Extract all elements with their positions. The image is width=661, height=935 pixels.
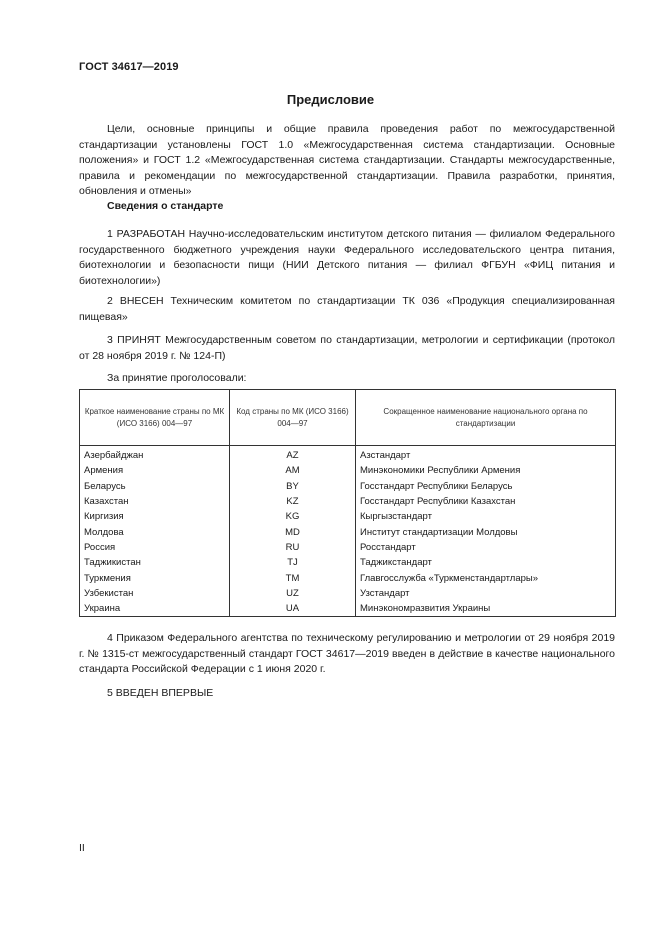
country-name: Казахстан xyxy=(80,494,230,509)
country-code: KG xyxy=(230,509,356,524)
standards-body: Кыргызстандарт xyxy=(356,509,616,524)
country-name: Молдова xyxy=(80,524,230,539)
table-header-row xyxy=(80,390,616,446)
country-code: UA xyxy=(230,601,356,617)
table-row xyxy=(80,570,616,585)
header-country-code: Код страны по МК (ИСО 3166) 004—97 xyxy=(230,390,356,446)
standards-body: Узстандарт xyxy=(356,586,616,601)
table-row xyxy=(80,555,616,570)
country-code: AM xyxy=(230,463,356,478)
item-adopted: 3 ПРИНЯТ Межгосударственным советом по стандартизации, метрологии и сертификации (протокол от 28 ноября 2019 г. № 124-П) xyxy=(79,334,615,362)
standards-body: Минэкономики Республики Армения xyxy=(356,463,616,478)
table-row xyxy=(80,463,616,478)
standards-body: Институт стандартизации Молдовы xyxy=(356,524,616,539)
table-row xyxy=(80,540,616,555)
section-title: Сведения о стандарте xyxy=(107,200,224,212)
table-row xyxy=(80,446,616,464)
standards-body: Госстандарт Республики Казахстан xyxy=(356,494,616,509)
item-enacted: 4 Приказом Федерального агентства по техническому регулированию и метрологии от 29 ноября 2019 г. № 1315-ст межгосударственный стандарт ГОСТ 34617—2019 введен в действие в качестве национального стандарта Российской Федерации с 1 июня 2020 г. xyxy=(79,632,615,676)
country-name: Беларусь xyxy=(80,479,230,494)
standards-body: Таджикстандарт xyxy=(356,555,616,570)
table-row xyxy=(80,524,616,539)
standards-body: Госстандарт Республики Беларусь xyxy=(356,479,616,494)
country-name: Азербайджан xyxy=(80,446,230,464)
country-name: Киргизия xyxy=(80,509,230,524)
table-row xyxy=(80,479,616,494)
page-title: Предисловие xyxy=(286,92,375,107)
country-code: AZ xyxy=(230,446,356,464)
item-introduced-first: 5 ВВЕДЕН ВПЕРВЫЕ xyxy=(107,687,214,699)
country-name: Россия xyxy=(80,540,230,555)
country-code: KZ xyxy=(230,494,356,509)
country-code: UZ xyxy=(230,586,356,601)
country-code: MD xyxy=(230,524,356,539)
country-code: BY xyxy=(230,479,356,494)
country-name: Армения xyxy=(80,463,230,478)
table-row xyxy=(80,494,616,509)
country-code: TJ xyxy=(230,555,356,570)
country-name: Украина xyxy=(80,601,230,617)
header-country-name: Краткое наименование страны по МК (ИСО 3166) 004—97 xyxy=(80,390,230,446)
standards-body: Минэкономразвития Украины xyxy=(356,601,616,617)
voting-table xyxy=(79,389,616,617)
standards-body: Главгосслужба «Туркменстандартлары» xyxy=(356,570,616,585)
standards-body: Азстандарт xyxy=(356,446,616,464)
document-code: ГОСТ 34617—2019 xyxy=(79,61,179,73)
country-name: Узбекистан xyxy=(80,586,230,601)
page-number: II xyxy=(79,842,85,854)
country-name: Таджикистан xyxy=(80,555,230,570)
table-row xyxy=(80,586,616,601)
standards-body: Росстандарт xyxy=(356,540,616,555)
vote-label: За принятие проголосовали: xyxy=(107,372,247,384)
country-code: TM xyxy=(230,570,356,585)
header-standards-body: Сокращенное наименование национального органа по стандартизации xyxy=(356,390,616,446)
table-row xyxy=(80,601,616,617)
item-developed: 1 РАЗРАБОТАН Научно-исследовательским институтом детского питания — филиалом Федерального государственного бюджетного учреждения науки Федерального исследовательского центра питания, биотехнологии и безопасности пищи (НИИ Детского питания — филиал ФГБУН «ФИЦ питания и биотехнологии») xyxy=(79,228,615,287)
intro-paragraph: Цели, основные принципы и общие правила проведения работ по межгосударственной стандартизации установлены ГОСТ 1.0 «Межгосударственная система стандартизации. Основные положения» и ГОСТ 1.2 «Межгосударственная система стандартизации. Стандарты межгосударственные, правила и рекомендации по межгосударственной стандартизации. Правила разработки, принятия, обновления и отмены» xyxy=(79,123,615,198)
table-row xyxy=(80,509,616,524)
country-name: Туркмения xyxy=(80,570,230,585)
country-code: RU xyxy=(230,540,356,555)
item-submitted: 2 ВНЕСЕН Техническим комитетом по стандартизации ТК 036 «Продукция специализированная пищевая» xyxy=(79,295,615,323)
